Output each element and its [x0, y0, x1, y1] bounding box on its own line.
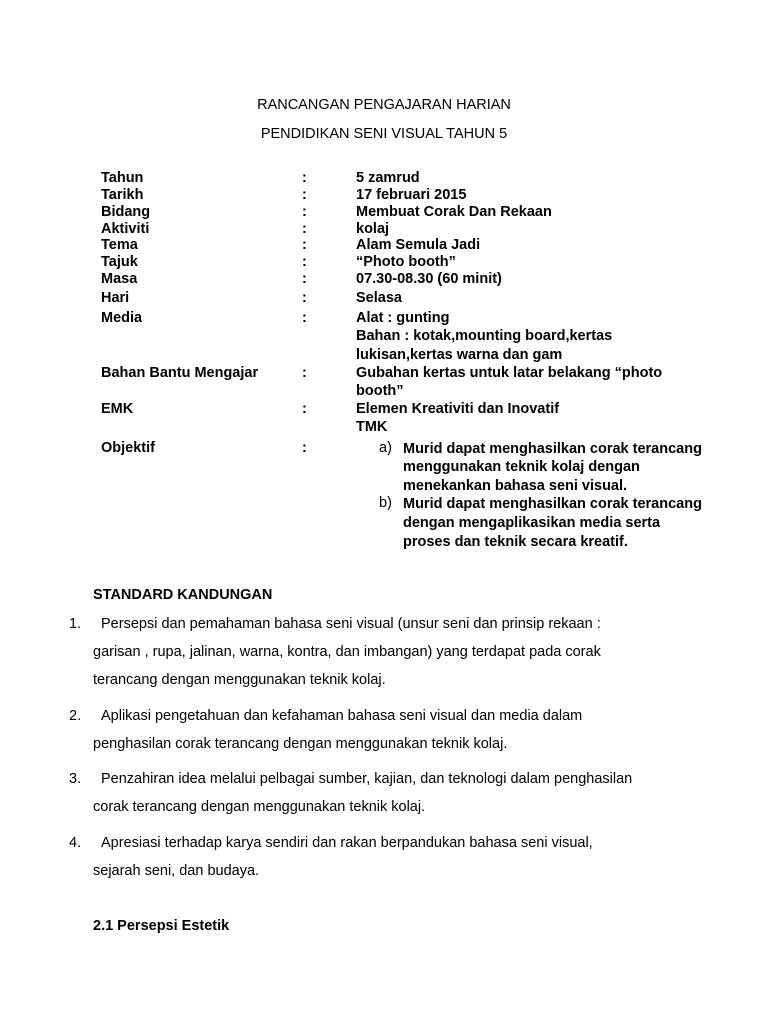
detail-colon: : — [302, 187, 307, 203]
detail-colon: : — [302, 271, 307, 287]
detail-colon: : — [302, 170, 307, 186]
detail-value: 17 februari 2015 — [356, 187, 467, 203]
objective-line: menekankan bahasa seni visual. — [403, 478, 628, 494]
detail-value: 5 zamrud — [356, 170, 420, 186]
detail-label: Objektif — [101, 440, 155, 456]
detail-value: Bahan : kotak,mounting board,kertas — [356, 328, 613, 344]
document-subtitle: PENDIDIKAN SENI VISUAL TAHUN 5 — [260, 126, 508, 142]
detail-label: Tema — [101, 237, 138, 253]
item-line: sejarah seni, dan budaya. — [93, 863, 260, 879]
detail-label: Tajuk — [101, 254, 138, 270]
detail-label: Tarikh — [101, 187, 144, 203]
detail-colon: : — [302, 401, 307, 417]
detail-colon: : — [302, 440, 307, 456]
detail-label: Hari — [101, 290, 130, 306]
detail-value: 07.30-08.30 (60 minit) — [356, 271, 502, 287]
detail-value: TMK — [356, 419, 388, 435]
objective-marker: a) — [379, 440, 392, 456]
detail-label: Media — [101, 310, 143, 326]
item-line: penghasilan corak terancang dengan menggunakan teknik kolaj. — [93, 736, 508, 752]
detail-colon: : — [302, 254, 307, 270]
objective-line: proses dan teknik secara kreatif. — [403, 534, 628, 550]
document-title: RANCANGAN PENGAJARAN HARIAN — [257, 97, 511, 113]
detail-value: Elemen Kreativiti dan Inovatif — [356, 401, 560, 417]
objective-marker: b) — [379, 495, 392, 511]
detail-value: Gubahan kertas untuk latar belakang “photo — [356, 365, 663, 381]
item-line: Persepsi dan pemahaman bahasa seni visual (unsur seni dan prinsip rekaan : — [101, 616, 601, 632]
item-line: terancang dengan menggunakan teknik kolaj. — [93, 672, 386, 688]
detail-colon: : — [302, 221, 307, 237]
detail-label: Tahun — [101, 170, 144, 186]
detail-colon: : — [302, 310, 307, 326]
detail-value: Membuat Corak Dan Rekaan — [356, 204, 552, 220]
detail-value: booth” — [356, 383, 404, 399]
detail-label: Masa — [101, 271, 138, 287]
detail-value: Alam Semula Jadi — [356, 237, 481, 253]
detail-value: “Photo booth” — [356, 254, 456, 270]
detail-label: EMK — [101, 401, 134, 417]
detail-colon: : — [302, 365, 307, 381]
detail-value: Alat : gunting — [356, 310, 450, 326]
section-heading: STANDARD KANDUNGAN — [93, 587, 273, 603]
item-line: garisan , rupa, jalinan, warna, kontra, dan imbangan) yang terdapat pada corak — [93, 644, 601, 660]
item-number: 2. — [69, 708, 82, 724]
detail-value: kolaj — [356, 221, 390, 237]
item-line: corak terancang dengan menggunakan teknik kolaj. — [93, 799, 426, 815]
detail-label: Bidang — [101, 204, 151, 220]
detail-colon: : — [302, 204, 307, 220]
detail-value: lukisan,kertas warna dan gam — [356, 347, 563, 363]
item-number: 1. — [69, 616, 82, 632]
detail-value: Selasa — [356, 290, 402, 306]
detail-colon: : — [302, 290, 307, 306]
detail-colon: : — [302, 237, 307, 253]
item-number: 4. — [69, 835, 82, 851]
detail-label: Bahan Bantu Mengajar — [101, 365, 259, 381]
item-number: 3. — [69, 771, 82, 787]
objective-line: dengan mengaplikasikan media serta — [403, 515, 661, 531]
objective-line: Murid dapat menghasilkan corak terancang — [403, 441, 702, 457]
subsection-heading: 2.1 Persepsi Estetik — [93, 918, 230, 934]
item-line: Apresiasi terhadap karya sendiri dan rakan berpandukan bahasa seni visual, — [101, 835, 593, 851]
detail-label: Aktiviti — [101, 221, 150, 237]
objective-line: Murid dapat menghasilkan corak terancang — [403, 496, 702, 512]
item-line: Penzahiran idea melalui pelbagai sumber, kajian, dan teknologi dalam penghasilan — [101, 771, 633, 787]
item-line: Aplikasi pengetahuan dan kefahaman bahasa seni visual dan media dalam — [101, 708, 583, 724]
objective-line: menggunakan teknik kolaj dengan — [403, 459, 640, 475]
